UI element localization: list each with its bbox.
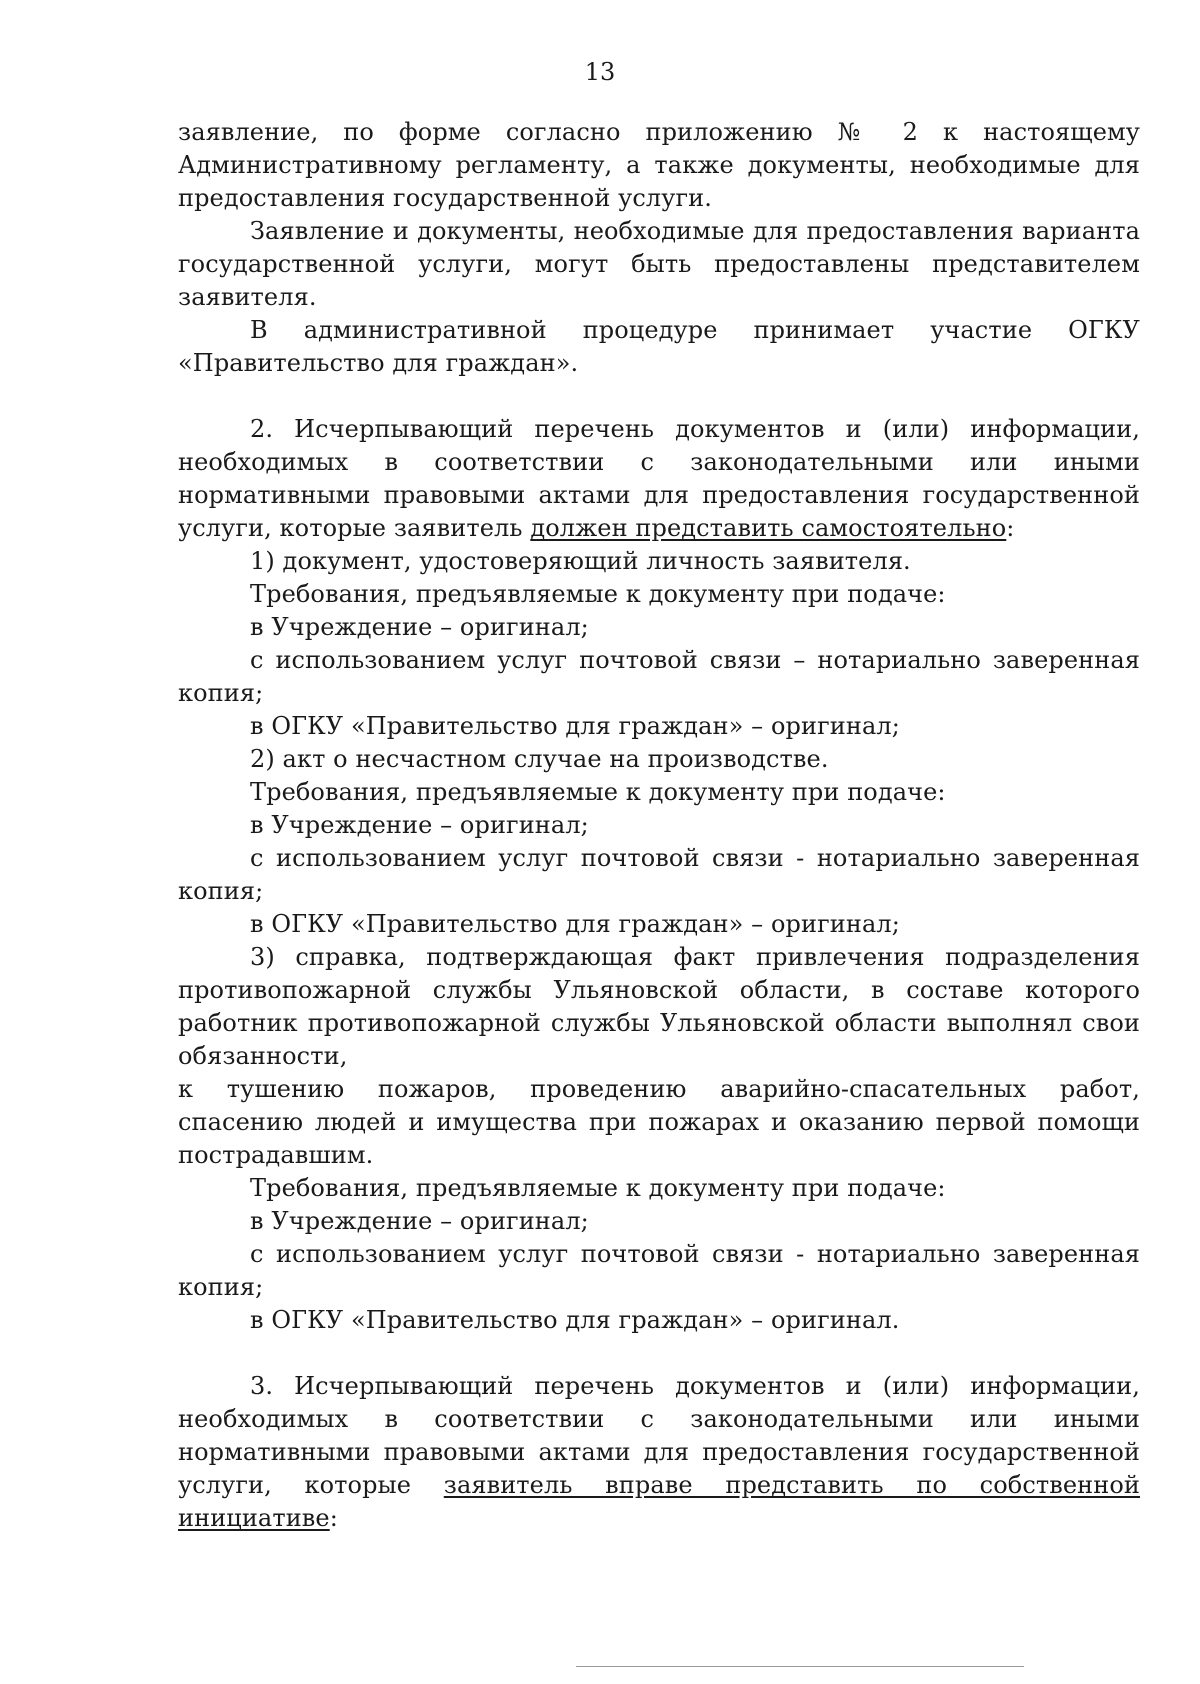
section-2-underlined: должен представить самостоятельно — [530, 514, 1007, 542]
section-spacer — [178, 1337, 1140, 1370]
paragraph-application-form: заявление, по форме согласно приложению № 2 к настоящему Административному регламенту, а также документы, необходимые для предоставления государственной услуги. — [178, 118, 1140, 212]
section-2-intro-text: 2. Исчерпывающий перечень документов и (или) информации, необходимых в соответствии с законодательными или иными нормативными правовыми актами для предоставления государственной услуги, которые заявитель — [178, 415, 1140, 542]
doc-1-requirements: Требования, предъявляемые к документу при подаче: — [250, 580, 946, 608]
doc-2-req-institution: в Учреждение – оригинал; — [250, 811, 589, 839]
section-3-intro — [178, 1370, 1140, 1535]
section-3-underlined: заявитель вправе представить по собственной инициативе — [178, 1471, 1140, 1532]
doc-3-req-postal: с использованием услуг почтовой связи - нотариально заверенная копия; — [178, 1240, 1140, 1301]
page-number: 13 — [584, 58, 616, 86]
doc-2-requirements: Требования, предъявляемые к документу при подаче: — [250, 778, 946, 806]
doc-1-req-ogku: в ОГКУ «Правительство для граждан» – оригинал; — [250, 712, 900, 740]
section-2-colon: : — [1006, 514, 1015, 542]
doc-2-req-postal: с использованием услуг почтовой связи - нотариально заверенная копия; — [178, 844, 1140, 905]
section-3-intro-text: 3. Исчерпывающий перечень документов и (или) информации, необходимых в соответствии с законодательными или иными нормативными правовыми актами для предоставления государственной услуги, которые — [178, 1372, 1140, 1499]
doc-1-title: 1) документ, удостоверяющий личность заявителя. — [250, 547, 911, 575]
doc-1-req-institution: в Учреждение – оригинал; — [250, 613, 589, 641]
doc-3-req-institution: в Учреждение – оригинал; — [250, 1207, 589, 1235]
doc-3-title: 3) справка, подтверждающая факт привлечения подразделения противопожарной службы Ульяновской области, в составе которого работник противопожарной службы Ульяновской области выполнял свои обязанности, — [178, 943, 1140, 1070]
doc-3-requirements: Требования, предъявляемые к документу при подаче: — [250, 1174, 946, 1202]
doc-3-req-ogku: в ОГКУ «Правительство для граждан» – оригинал. — [250, 1306, 900, 1334]
paragraph-participant: В административной процедуре принимает участие ОГКУ «Правительство для граждан». — [178, 316, 1140, 377]
doc-3-continuation: к тушению пожаров, проведению аварийно-спасательных работ, спасению людей и имущества при пожарах и оказанию первой помощи пострадавшим. — [178, 1075, 1140, 1169]
doc-2-title: 2) акт о несчастном случае на производстве. — [250, 745, 829, 773]
section-2-intro — [178, 413, 1140, 545]
footer-rule — [576, 1666, 1024, 1667]
section-3-colon: : — [329, 1504, 338, 1532]
section-spacer — [178, 380, 1140, 413]
doc-2-req-ogku: в ОГКУ «Правительство для граждан» – оригинал; — [250, 910, 900, 938]
doc-1-req-postal: с использованием услуг почтовой связи – нотариально заверенная копия; — [178, 646, 1140, 707]
paragraph-representative: Заявление и документы, необходимые для предоставления варианта государственной услуги, могут быть предоставлены представителем заявителя. — [178, 217, 1140, 311]
document-body — [178, 116, 1140, 1535]
